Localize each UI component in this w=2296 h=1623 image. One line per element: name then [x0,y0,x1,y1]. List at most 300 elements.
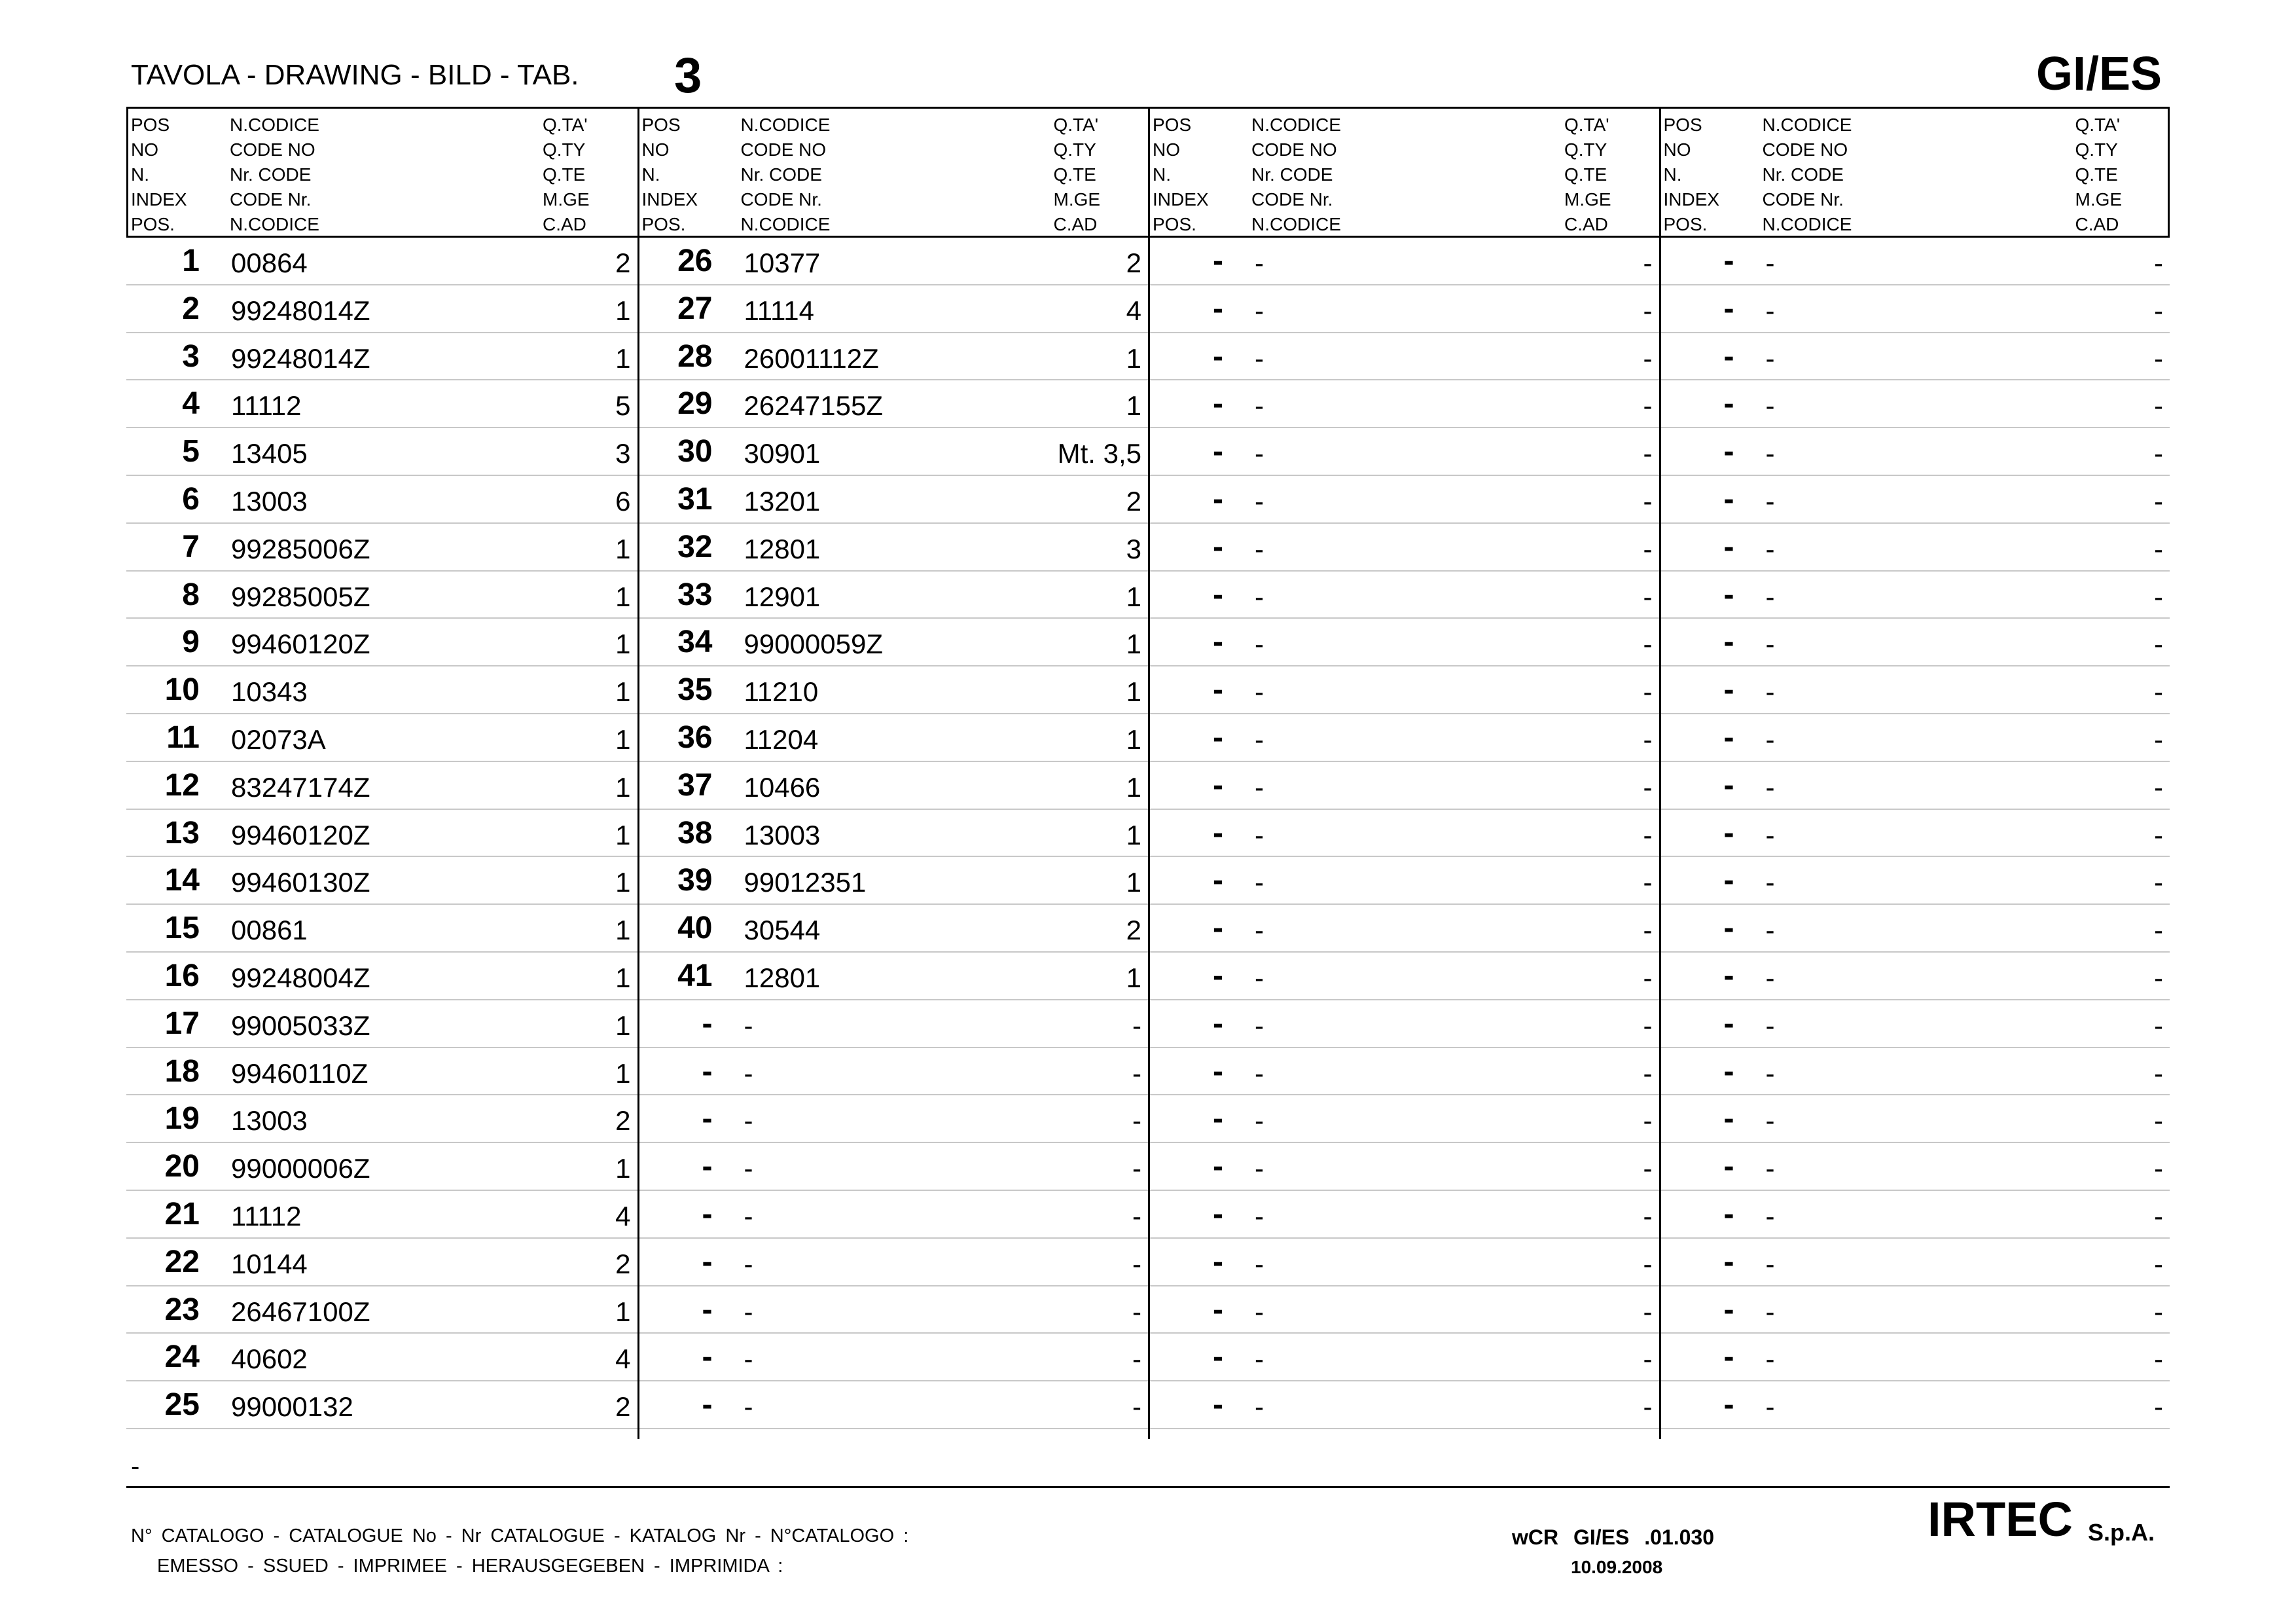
quantity-cell: - [2154,1296,2163,1327]
table-row [1661,428,2170,476]
table-row [126,762,637,810]
table-row [1150,238,1659,285]
position-cell: - [1723,958,1734,993]
quantity-cell: - [2154,819,2163,850]
quantity-cell: 1 [1126,867,1141,898]
position-cell: - [1213,1340,1223,1375]
code-cell: 13003 [231,485,308,517]
table-row [639,762,1149,810]
quantity-cell: 3 [1126,533,1141,564]
header-qty-label: Q.TA' [2075,115,2121,135]
company-name: IRTEC [1928,1492,2073,1546]
column-group [637,107,1149,1439]
code-cell: - [1255,771,1264,803]
header-qty-label: M.GE [543,189,590,210]
position-cell: - [702,1244,713,1279]
quantity-cell: 2 [1126,915,1141,946]
code-cell: 99000132 [231,1391,353,1423]
position-cell: - [702,1292,713,1327]
code-cell: 10466 [744,771,821,803]
code-cell: 99005033Z [231,1010,370,1041]
quantity-cell: - [1643,438,1653,469]
table-row [639,666,1149,714]
table-row [1150,572,1659,619]
code-cell: 11204 [744,723,819,755]
quantity-cell: - [2154,533,2163,564]
code-cell: 26001112Z [744,342,879,374]
quantity-cell: - [1643,1296,1653,1327]
table-row [126,1143,637,1191]
table-row [1150,714,1659,762]
header-qty-label: Q.TE [1564,164,1607,185]
code-cell: - [1255,342,1264,374]
table-row [126,1286,637,1334]
quantity-cell: - [2154,390,2163,422]
position-cell: - [1723,1387,1734,1423]
code-cell: 02073A [231,723,326,755]
quantity-cell: 1 [615,819,631,850]
header-code-label: N.CODICE [1251,214,1341,234]
code-cell: - [1765,247,1775,278]
quantity-cell: 1 [615,533,631,564]
column-header [1661,107,2170,238]
table-row [1661,1048,2170,1096]
table-row [126,380,637,428]
code-cell: - [1765,962,1775,993]
header-qty-label: Q.TY [2075,139,2118,160]
position-cell: 10 [164,672,200,708]
rows-container [1150,238,1659,1429]
quantity-cell: - [2154,485,2163,517]
code-cell: 40602 [231,1343,308,1375]
table-row [1150,476,1659,524]
quantity-cell: 4 [615,1343,631,1375]
code-cell: - [1765,295,1775,326]
header-code-label: CODE NO [740,139,827,160]
table-row [1661,333,2170,381]
header-code-label: CODE NO [1251,139,1337,160]
code-cell: - [1255,1105,1264,1137]
header-qty-label: C.AD [543,214,586,234]
quantity-cell: - [1643,676,1653,708]
header-line [1661,113,2168,137]
position-cell: - [1723,1292,1734,1327]
position-cell: 29 [677,386,713,422]
column-group [1148,107,1659,1439]
header-pos-label: POS [641,115,681,135]
position-cell: 30 [677,434,713,469]
position-cell: - [1723,767,1734,803]
position-cell: 19 [164,1101,200,1137]
position-cell: - [1723,529,1734,564]
table-row [1150,380,1659,428]
table-row [1150,953,1659,1000]
table-row [1661,1381,2170,1429]
position-cell: 24 [164,1340,200,1375]
quantity-cell: 4 [1126,295,1141,326]
quantity-cell: - [1132,1105,1141,1137]
quantity-cell: - [1643,1200,1653,1231]
code-cell: 30901 [744,438,821,469]
quantity-cell: - [2154,342,2163,374]
table-row [126,1239,637,1286]
quantity-cell: 6 [615,485,631,517]
header-code-label: N.CODICE [230,214,319,234]
quantity-cell: - [2154,1200,2163,1231]
header-code-label: CODE NO [1762,139,1848,160]
table-row [639,1334,1149,1381]
code-cell: 99000006Z [231,1153,370,1184]
quantity-cell: - [1643,915,1653,946]
table-row [1150,905,1659,953]
table-row [126,857,637,905]
header-line [1661,162,2168,187]
table-row [1661,380,2170,428]
table-row [639,524,1149,572]
code-cell: - [1765,1010,1775,1041]
header-pos-label: N. [1153,164,1171,185]
header-code-label: Nr. CODE [1762,164,1844,185]
table-row [126,810,637,858]
title-text: TAVOLA - DRAWING - BILD - TAB. [131,59,579,91]
position-cell: 4 [182,386,200,422]
header-qty-label: Q.TA' [1053,115,1099,135]
header-pos-label: POS [1663,115,1702,135]
footer-rule [126,1486,2170,1488]
quantity-cell: - [2154,771,2163,803]
quantity-cell: - [2154,676,2163,708]
quantity-cell: - [2154,247,2163,278]
header-pos-label: INDEX [1663,189,1720,210]
code-cell: - [1765,390,1775,422]
quantity-cell: - [1132,1200,1141,1231]
quantity-cell: 1 [615,867,631,898]
code-cell: - [1765,915,1775,946]
header-code-label: N.CODICE [1251,115,1341,135]
code-cell: - [1765,1248,1775,1279]
issued-line: EMESSO - SSUED - IMPRIMEE - HERAUSGEGEBEN - IMPRIMIDA : [157,1556,783,1577]
header-pos-label: POS. [641,214,686,234]
position-cell: - [1213,625,1223,660]
position-cell: - [1213,1244,1223,1279]
table-row [1661,810,2170,858]
position-cell: 31 [677,481,713,517]
quantity-cell: - [2154,962,2163,993]
table-row [1150,1286,1659,1334]
position-cell: - [1213,1387,1223,1423]
table-row [126,333,637,381]
position-cell: 9 [182,625,200,660]
header-code-label: CODE Nr. [1251,189,1333,210]
code-cell: - [1255,1057,1264,1089]
position-cell: - [1213,1196,1223,1231]
header-qty-label: Q.TE [1053,164,1096,185]
position-cell: 16 [164,958,200,993]
code-cell: - [1255,390,1264,422]
table-row [1150,619,1659,666]
code-cell: - [1765,581,1775,612]
header-line [128,162,637,187]
quantity-cell: - [2154,438,2163,469]
table-row [1661,619,2170,666]
header-line [1150,212,1659,237]
quantity-cell: - [1643,295,1653,326]
quantity-cell: - [2154,1153,2163,1184]
position-cell: - [1213,911,1223,946]
quantity-cell: - [1643,390,1653,422]
position-cell: - [1723,720,1734,755]
code-cell: - [1255,438,1264,469]
table-row [1661,666,2170,714]
table-row [1661,1000,2170,1048]
quantity-cell: - [1132,1010,1141,1041]
table-row [126,572,637,619]
quantity-cell: - [1132,1153,1141,1184]
header-line [639,162,1149,187]
header-line [1661,187,2168,212]
quantity-cell: 5 [615,390,631,422]
table-row [1661,1143,2170,1191]
code-cell: - [1255,295,1264,326]
quantity-cell: - [2154,915,2163,946]
code-cell: - [1255,247,1264,278]
code-cell: 99248004Z [231,962,370,993]
position-cell: - [1723,1006,1734,1041]
table-row [1150,428,1659,476]
quantity-cell: 2 [615,1391,631,1423]
header-pos-label: POS [1153,115,1192,135]
code-cell: - [1765,438,1775,469]
code-cell: 99000059Z [744,629,884,660]
position-cell: 28 [677,338,713,374]
position-cell: 17 [164,1006,200,1041]
code-cell: 13405 [231,438,308,469]
table-row [126,238,637,285]
code-cell: 13003 [744,819,821,850]
position-cell: 32 [677,529,713,564]
table-row [639,619,1149,666]
quantity-cell: 1 [615,1153,631,1184]
code-cell: 26467100Z [231,1296,370,1327]
code-cell: - [744,1391,753,1423]
column-header [639,107,1149,238]
header-line [128,113,637,137]
header-pos-label: INDEX [1153,189,1209,210]
column-group [1659,107,2170,1439]
header-line [128,137,637,162]
position-cell: - [1723,911,1734,946]
code-cell: - [1765,1105,1775,1137]
header-qty-label: Q.TY [543,139,586,160]
code-cell: - [1765,1200,1775,1231]
code-cell: 10343 [231,676,308,708]
header-code-label: CODE Nr. [1762,189,1844,210]
code-cell: - [1765,819,1775,850]
company-suffix: S.p.A. [2088,1519,2155,1546]
quantity-cell: 1 [615,342,631,374]
position-cell: - [1723,1244,1734,1279]
table-row [639,428,1149,476]
table-row [1150,524,1659,572]
position-cell: 33 [677,577,713,612]
table-row [639,285,1149,333]
quantity-cell: - [1643,1153,1653,1184]
position-cell: - [1213,386,1223,422]
code-cell: 11112 [231,1200,302,1231]
position-cell: - [1213,1101,1223,1137]
quantity-cell: - [1643,867,1653,898]
position-cell: - [1213,481,1223,517]
position-cell: - [1723,386,1734,422]
position-cell: 18 [164,1053,200,1089]
position-cell: 3 [182,338,200,374]
position-cell: - [1213,1006,1223,1041]
quantity-cell: - [1132,1343,1141,1375]
position-cell: - [702,1196,713,1231]
quantity-cell: - [1643,1010,1653,1041]
table-row [126,476,637,524]
quantity-cell: - [1643,819,1653,850]
table-row [639,1191,1149,1239]
header-line [128,187,637,212]
table-row [126,905,637,953]
table-row [1150,1143,1659,1191]
code-cell: - [1255,1248,1264,1279]
table-row [639,905,1149,953]
quantity-cell: 1 [615,962,631,993]
quantity-cell: 1 [1126,390,1141,422]
position-cell: 22 [164,1244,200,1279]
quantity-cell: - [1132,1057,1141,1089]
header-pos-label: POS. [1663,214,1708,234]
quantity-cell: 1 [1126,676,1141,708]
table-row [126,524,637,572]
table-row [1150,1381,1659,1429]
header-qty-label: Q.TA' [543,115,588,135]
rows-container [639,238,1149,1429]
code-cell: - [1765,629,1775,660]
code-cell: - [1255,962,1264,993]
header-qty-label: Q.TE [543,164,586,185]
header-code-label: N.CODICE [230,115,319,135]
code-cell: - [1765,533,1775,564]
position-cell: - [1213,720,1223,755]
position-cell: - [1723,625,1734,660]
code-cell: - [1255,1343,1264,1375]
position-cell: 2 [182,291,200,326]
code-cell: - [1255,676,1264,708]
quantity-cell: - [1643,1105,1653,1137]
code-cell: - [1255,1296,1264,1327]
header-pos-label: NO [131,139,158,160]
position-cell: - [1213,434,1223,469]
table-row [1150,1000,1659,1048]
header-qty-label: M.GE [2075,189,2123,210]
header-line [639,113,1149,137]
position-cell: - [702,1101,713,1137]
position-cell: 14 [164,863,200,898]
code-cell: 11112 [231,390,302,422]
header-qty-label: Q.TA' [1564,115,1609,135]
code-cell: - [1765,867,1775,898]
position-cell: - [1213,958,1223,993]
table-row [639,572,1149,619]
table-row [1150,1191,1659,1239]
code-cell: - [1765,771,1775,803]
code-cell: 00861 [231,915,308,946]
quantity-cell: 1 [1126,629,1141,660]
quantity-cell: 2 [615,247,631,278]
position-cell: 8 [182,577,200,612]
header-pos-label: N. [641,164,660,185]
table-row [1661,476,2170,524]
code-cell: - [1765,1153,1775,1184]
header-code-label: CODE NO [230,139,315,160]
table-row [1150,1048,1659,1096]
quantity-cell: 1 [615,1010,631,1041]
table-row [126,1191,637,1239]
quantity-cell: 2 [1126,485,1141,517]
model-code: GI/ES [2036,48,2162,100]
quantity-cell: 1 [1126,342,1141,374]
position-cell: - [1213,244,1223,278]
header-code-label: N.CODICE [1762,115,1852,135]
position-cell: - [1213,529,1223,564]
quantity-cell: 1 [615,581,631,612]
quantity-cell: - [2154,1057,2163,1089]
code-cell: 13003 [231,1105,308,1137]
quantity-cell: 1 [1126,962,1141,993]
code-cell: - [1255,485,1264,517]
code-cell: - [744,1343,753,1375]
position-cell: - [1723,577,1734,612]
header-qty-label: C.AD [2075,214,2119,234]
quantity-cell: 3 [615,438,631,469]
quantity-cell: - [1643,247,1653,278]
quantity-cell: 1 [1126,819,1141,850]
code-cell: 83247174Z [231,771,370,803]
code-cell: 10144 [231,1248,308,1279]
code-cell: 12801 [744,533,821,564]
code-cell: - [1765,342,1775,374]
table-row [639,1143,1149,1191]
table-row [1150,762,1659,810]
quantity-cell: Mt. 3,5 [1057,438,1141,469]
parts-table [126,107,2170,1439]
table-row [1661,285,2170,333]
position-cell: 20 [164,1149,200,1184]
table-row [639,1239,1149,1286]
code-cell: 12901 [744,581,821,612]
position-cell: 36 [677,720,713,755]
quantity-cell: - [1643,1391,1653,1423]
header-code-label: Nr. CODE [740,164,822,185]
code-cell: 99460120Z [231,819,370,850]
quantity-cell: 2 [615,1248,631,1279]
quantity-cell: 1 [615,629,631,660]
code-cell: - [744,1153,753,1184]
code-cell: 99460130Z [231,867,370,898]
position-cell: - [1723,1340,1734,1375]
table-row [1150,810,1659,858]
quantity-cell: 1 [615,1057,631,1089]
note-dash: - [131,1452,140,1481]
position-cell: 34 [677,625,713,660]
code-cell: 26247155Z [744,390,884,422]
table-row [126,1000,637,1048]
position-cell: - [702,1149,713,1184]
header-qty-label: C.AD [1053,214,1098,234]
